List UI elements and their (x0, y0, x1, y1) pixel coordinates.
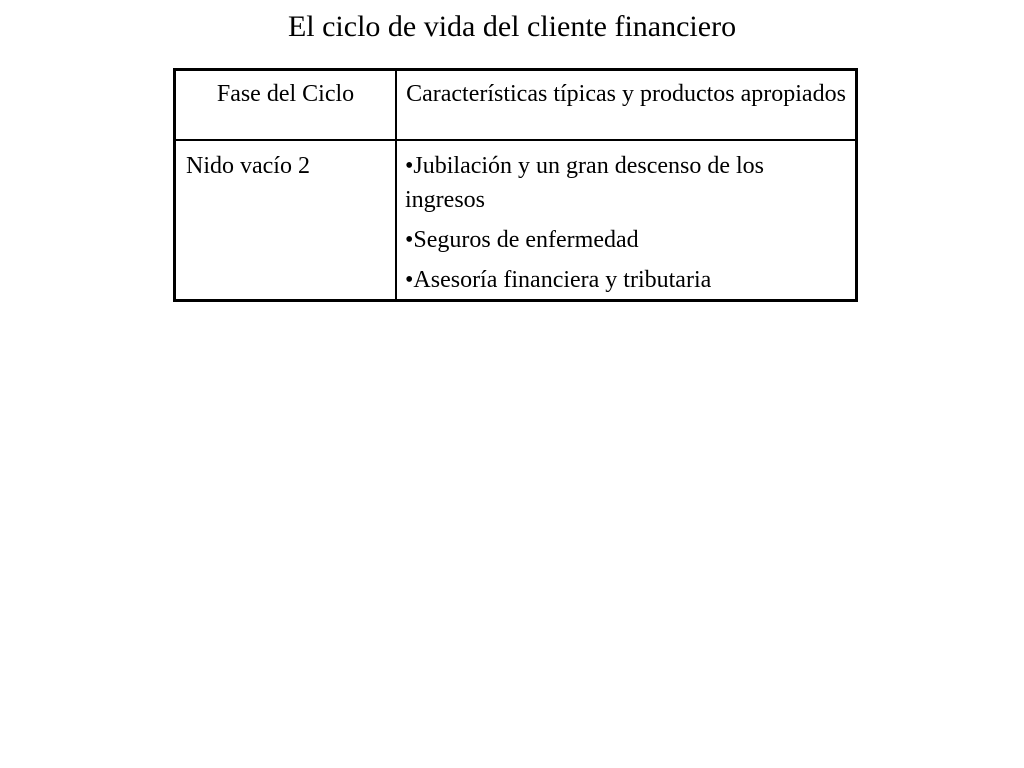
features-cell (396, 140, 857, 301)
feature-list (405, 149, 847, 297)
list-item: •Jubilación y un gran descenso de los ingresos (405, 152, 764, 213)
list-item: •Seguros de enfermedad (405, 226, 639, 253)
phase-cell: Nido vacío 2 (175, 140, 397, 301)
list-item: •Asesoría financiera y tributaria (405, 266, 712, 293)
table-header-row (175, 70, 857, 140)
lifecycle-table (173, 68, 858, 302)
slide-title: El ciclo de vida del cliente financiero (287, 10, 737, 43)
table-row (175, 140, 857, 301)
header-features: Características típicas y productos apropiados (396, 70, 857, 140)
header-phase: Fase del Ciclo (175, 70, 397, 140)
